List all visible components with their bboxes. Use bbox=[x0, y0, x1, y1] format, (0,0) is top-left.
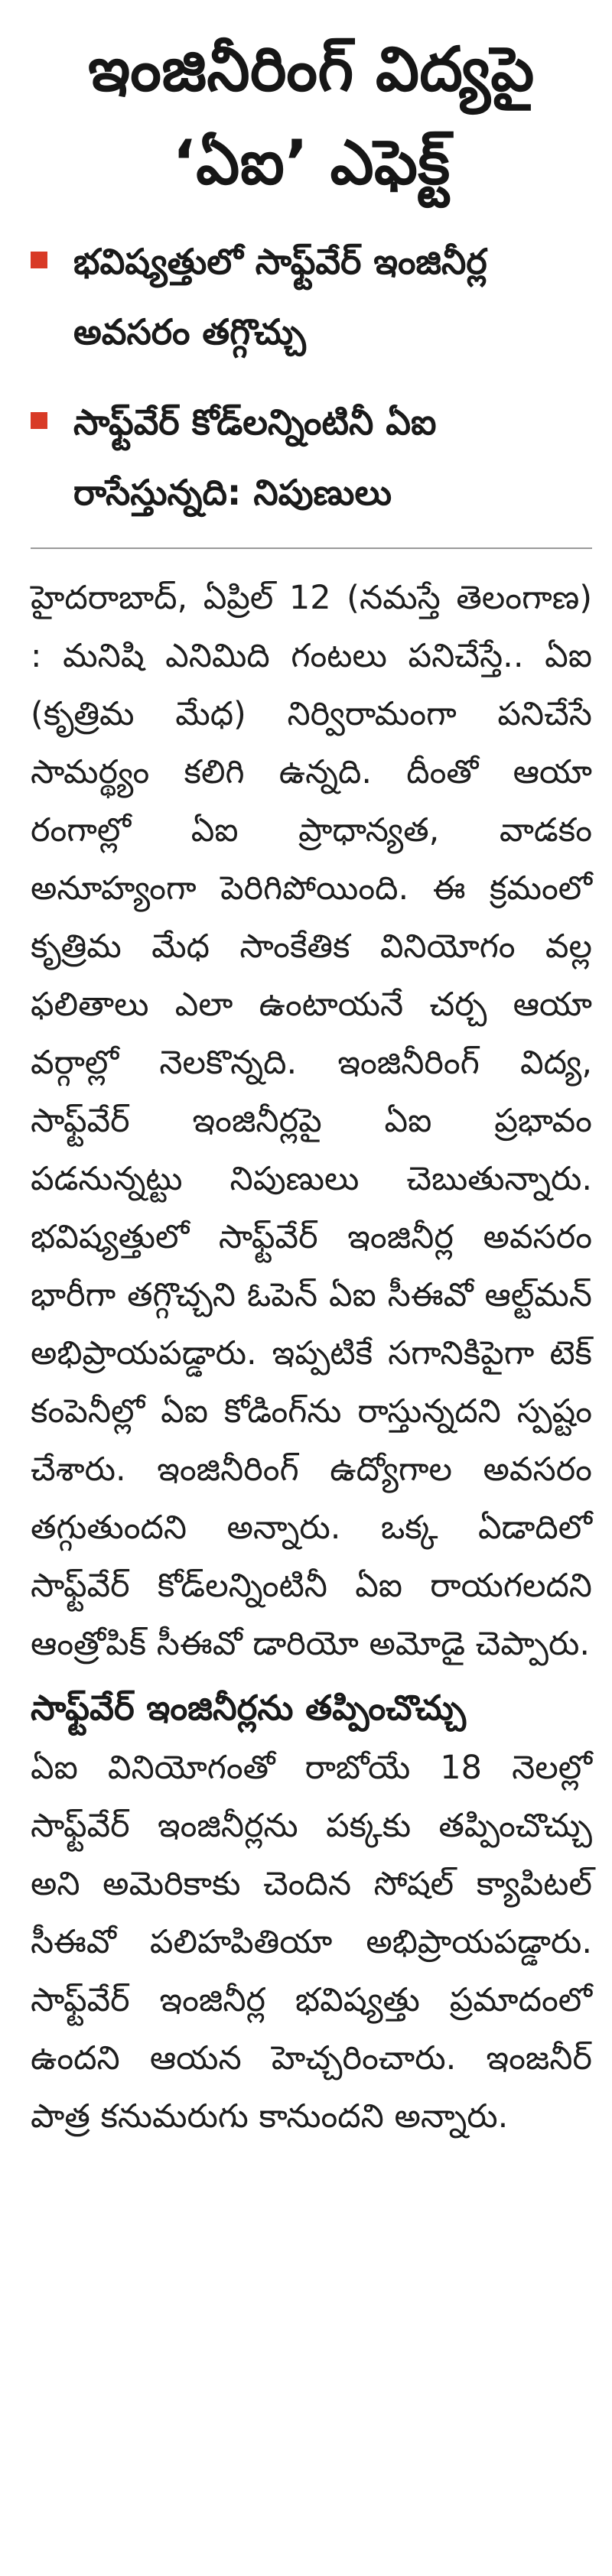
deck-text: భవిష్యత్తులో సాఫ్ట్‌వేర్ ఇంజినీర్ల అవసరం తగ్గొచ్చు bbox=[73, 241, 487, 352]
deck-text: సాఫ్ట్‌వేర్ కోడ్‌లన్నింటినీ ఏఐ రాసేస్తున్నది: నిపుణులు bbox=[73, 401, 437, 513]
deck-item bbox=[31, 387, 592, 528]
deck-list bbox=[31, 226, 592, 528]
body-paragraph: హైదరాబాద్, ఏప్రిల్ 12 (నమస్తే తెలంగాణ) : మనిషి ఎనిమిది గంటలు పనిచేస్తే.. ఏఐ (కృత్రిమ మేధ) నిర్విరామంగా పనిచేసే సామర్థ్యం కలిగి ఉన్నది. దీంతో ఆయా రంగాల్లో ఏఐ ప్రాధాన్యత, వాడకం అనూహ్యంగా పెరిగిపోయింది. ఈ క్రమంలో కృత్రిమ మేధ సాంకేతిక వినియోగం వల్ల ఫలితాలు ఎలా ఉంటాయనే చర్చ ఆయా వర్గాల్లో నెలకొన్నది. ఇంజినీరింగ్ విద్య, సాఫ్ట్‌వేర్ ఇంజినీర్లపై ఏఐ ప్రభావం పడనున్నట్టు నిపుణులు చెబుతున్నారు. భవిష్యత్తులో సాఫ్ట్‌వేర్ ఇంజినీర్ల అవసరం భారీగా తగ్గొచ్చని ఓపెన్ ఏఐ సీఈవో ఆల్ట్‌మన్ అభిప్రాయపడ్డారు. ఇప్పటికే సగానికిపైగా టెక్ కంపెనీల్లో ఏఐ కోడింగ్‌ను రాస్తున్నదని స్పష్టం చేశారు. ఇంజినీరింగ్ ఉద్యోగాల అవసరం తగ్గుతుందని అన్నారు. ఒక్క ఏడాదిలో సాఫ్ట్‌వేర్ కోడ్‌లన్నింటినీ ఏఐ రాయగలదని ఆంత్రోపిక్ సీఈవో డారియో అమోడై చెప్పారు. bbox=[31, 579, 592, 1663]
square-bullet-icon bbox=[31, 412, 47, 429]
divider bbox=[31, 547, 592, 549]
headline: ఇంజినీరింగ్ విద్యపై ‘ఏఐ’ ఎఫెక్ట్ bbox=[88, 34, 535, 198]
square-bullet-icon bbox=[31, 252, 47, 268]
deck-item bbox=[31, 226, 592, 367]
body-paragraph: ఏఐ వినియోగంతో రాబోయే 18 నెలల్లో సాఫ్ట్‌వేర్ ఇంజినీర్లను పక్కకు తప్పించొచ్చు అని అమెరికాకు చెందిన సోషల్ క్యాపిటల్ సీఈవో పలిహపితియా అభిప్రాయపడ్డారు. సాఫ్ట్‌వేర్ ఇంజినీర్ల భవిష్యత్తు ప్రమాదంలో ఉందని ఆయన హెచ్చరించారు. ఇంజనీర్ పాత్ర కనుమరుగు కానుందని అన్నారు. bbox=[31, 1749, 592, 2136]
subheading: సాఫ్ట్‌వేర్ ఇంజినీర్లను తప్పించొచ్చు bbox=[31, 1688, 467, 1728]
